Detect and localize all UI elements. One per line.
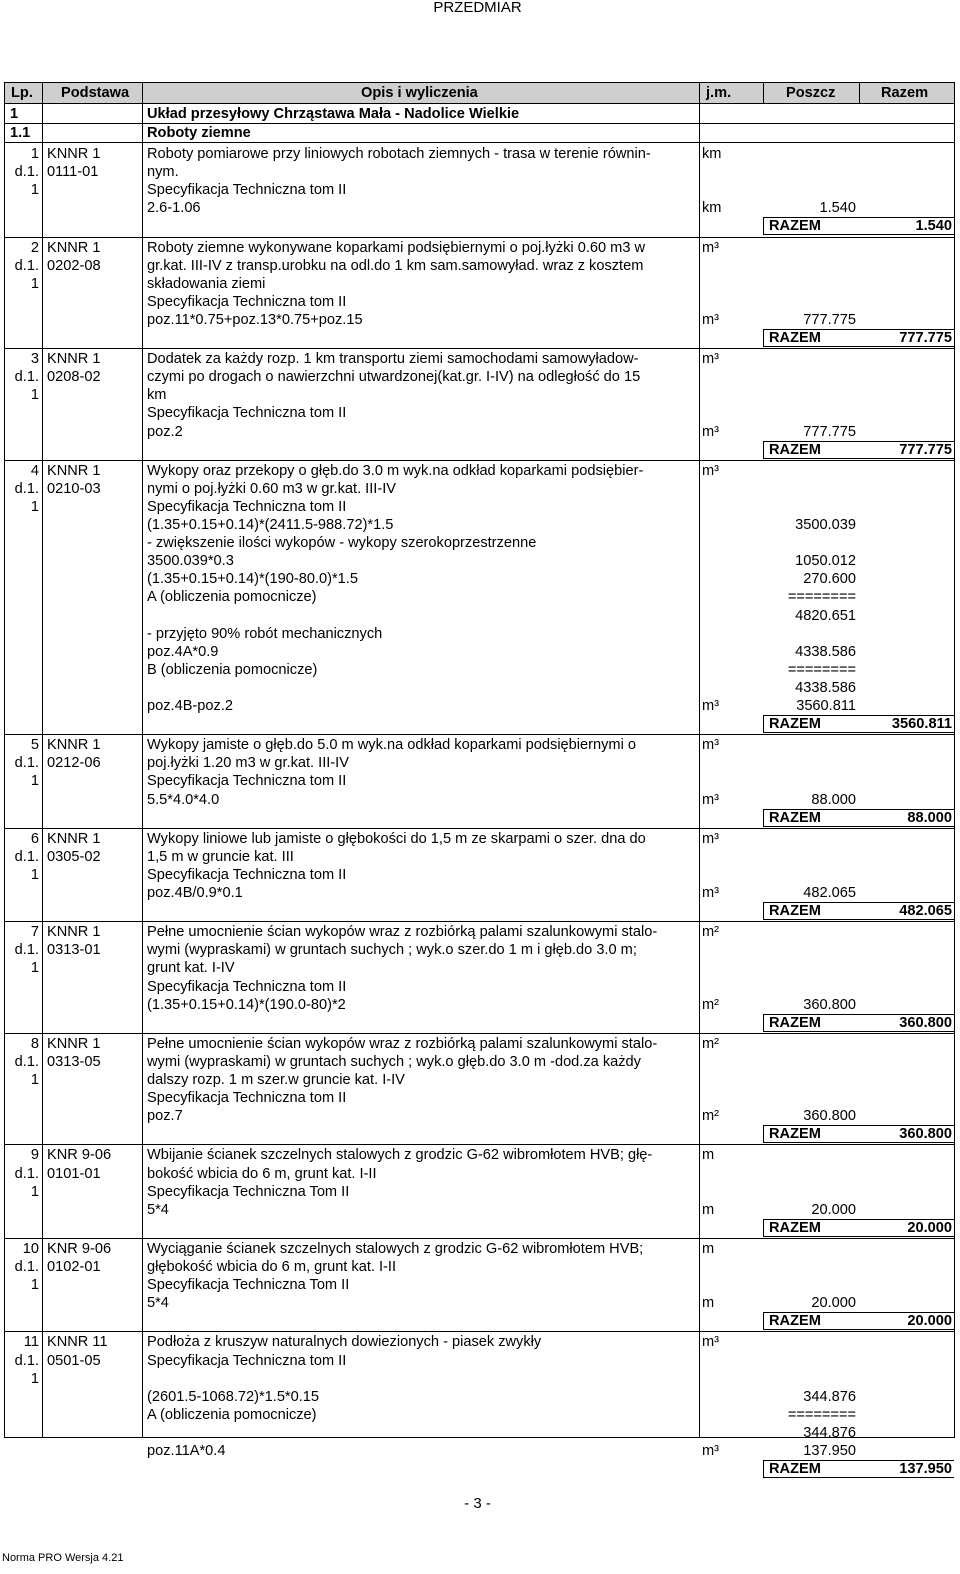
item-number: 1	[30, 773, 39, 790]
item-description-line: B (obliczenia pomocnicze)	[147, 661, 318, 678]
column-divider	[142, 83, 143, 1437]
item-description-line: 1,5 m w gruncie kat. III	[147, 848, 294, 865]
line-quantity: 1050.012	[795, 553, 856, 570]
item-basis-code: KNNR 1	[47, 830, 101, 847]
item-description-line: Wbijanie ścianek szczelnych stalowych z grodzic G-62 wibromłotem HVB; głę-	[147, 1147, 653, 1164]
section-number: 1	[10, 106, 19, 122]
razem-label: RAZEM	[769, 903, 821, 920]
razem-label: RAZEM	[769, 441, 821, 458]
header-razem: Razem	[881, 85, 929, 101]
item-description-line: km	[147, 387, 167, 404]
page-title: PRZEDMIAR	[433, 0, 522, 16]
item-description-line: nymi o poj.łyżki 0.60 m3 w gr.kat. III-IV	[147, 480, 396, 497]
item-number: 11	[23, 1334, 39, 1351]
item-description-line: 5.5*4.0*4.0	[147, 791, 220, 808]
line-quantity: 88.000	[811, 791, 856, 808]
item-number: 1	[30, 498, 39, 515]
line-quantity: ========	[787, 589, 856, 606]
line-quantity: 1.540	[819, 200, 856, 217]
item-unit: m²	[702, 1035, 720, 1052]
item-description-line: poz.11A*0.4	[147, 1443, 226, 1459]
line-quantity: 360.800	[803, 996, 856, 1013]
item-basis-code: 0313-05	[47, 1053, 101, 1070]
line-unit: m²	[702, 1108, 720, 1125]
line-quantity: 270.600	[803, 571, 856, 588]
item-description-line: (2601.5-1068.72)*1.5*0.15	[147, 1388, 320, 1405]
item-number: d.1.	[14, 755, 39, 772]
item-description-line: 5*4	[147, 1201, 169, 1218]
item-number: d.1.	[14, 369, 39, 386]
item-basis-code: KNNR 1	[47, 924, 101, 941]
line-unit: m³	[702, 885, 720, 901]
item-number: 1	[30, 275, 39, 292]
item-description-line: wymi (wypraskami) w gruntach suchych ; wyk.o szer.do 1 m i głęb.do 3.0 m;	[147, 942, 637, 959]
item-basis-code: 0305-02	[47, 848, 101, 865]
item-description-line: czymi po drogach o nawierzchni utwardzonej(kat.gr. I-IV) na odległość do 15	[147, 369, 641, 386]
item-unit: m	[702, 1147, 715, 1164]
item-basis-code: 0501-05	[47, 1352, 101, 1369]
item-description-line: grunt kat. I-IV	[147, 960, 235, 977]
row-separator	[5, 460, 954, 461]
column-divider	[763, 83, 764, 103]
razem-total: 777.775	[899, 441, 952, 458]
item-number: 7	[30, 924, 39, 941]
razem-label: RAZEM	[769, 218, 821, 235]
row-separator	[5, 1144, 954, 1145]
razem-total: 137.950	[899, 1461, 952, 1478]
item-basis-code: KNR 9-06	[47, 1240, 112, 1257]
item-description-line: gr.kat. III-IV z transp.urobku na odl.do 1 km sam.samowyład. wraz z kosztem	[147, 257, 644, 274]
item-description-line: poz.4B-poz.2	[147, 698, 233, 714]
item-basis-code: 0208-02	[47, 369, 101, 386]
item-description-line: poj.łyżki 1.20 m3 w gr.kat. III-IV	[147, 755, 349, 772]
item-description-line: Roboty ziemne wykonywane koparkami podsiębiernymi o poj.łyżki 0.60 m3 w	[147, 239, 646, 256]
item-number: d.1.	[14, 164, 39, 181]
item-number: 1	[30, 866, 39, 883]
razem-label: RAZEM	[769, 716, 821, 733]
item-description-line: A (obliczenia pomocnicze)	[147, 589, 317, 606]
line-quantity: 3560.811	[796, 698, 856, 714]
line-quantity: 344.876	[803, 1388, 856, 1405]
item-description-line: Specyfikacja Techniczna tom II	[147, 182, 347, 199]
item-description-line: 3500.039*0.3	[147, 553, 234, 570]
item-description-line: Podłoża z kruszyw naturalnych dowiezionych - piasek zwykły	[147, 1334, 542, 1351]
item-unit: m³	[702, 830, 720, 847]
item-basis-code: 0111-01	[47, 164, 99, 181]
item-description-line: poz.4A*0.9	[147, 643, 219, 660]
line-quantity: 20.000	[811, 1295, 856, 1312]
line-unit: m³	[702, 698, 720, 714]
item-number: 1	[30, 1183, 39, 1200]
row-separator	[5, 1238, 954, 1239]
line-unit: m³	[702, 311, 720, 328]
item-number: d.1.	[14, 257, 39, 274]
page-number: - 3 -	[464, 1495, 491, 1512]
header-podstawa: Podstawa	[61, 85, 130, 101]
row-separator	[5, 921, 954, 922]
item-number: 9	[30, 1147, 39, 1164]
item-description-line: Specyfikacja Techniczna tom II	[147, 978, 347, 995]
item-description-line: wymi (wypraskami) w gruntach suchych ; wyk.o głęb.do 3.0 m -dod.za każdy	[147, 1053, 641, 1070]
line-unit: m³	[702, 791, 720, 808]
item-description-line: (1.35+0.15+0.14)*(190-80.0)*1.5	[147, 571, 358, 588]
item-basis-code: 0210-03	[47, 480, 101, 497]
item-basis-code: KNNR 1	[47, 351, 101, 368]
razem-total: 20.000	[907, 1313, 952, 1330]
item-description-line: Wykopy jamiste o głęb.do 5.0 m wyk.na odkład koparkami podsiębiernymi o	[147, 737, 636, 754]
row-separator	[5, 1331, 954, 1332]
item-number: 1	[30, 1277, 39, 1294]
razem-total: 88.000	[907, 809, 952, 826]
item-number: d.1.	[14, 1352, 39, 1369]
item-basis-code: KNNR 1	[47, 239, 101, 256]
column-divider	[42, 83, 43, 1437]
header-lp: Lp.	[11, 85, 33, 101]
item-description-line: Pełne umocnienie ścian wykopów wraz z rozbiórką palami szalunkowymi stalo-	[147, 1035, 658, 1052]
item-description-line: dalszy rozp. 1 m szer.w gruncie kat. I-IV	[147, 1072, 405, 1088]
razem-total: 3560.811	[891, 716, 952, 733]
item-number: 5	[30, 737, 39, 754]
line-quantity: 20.000	[811, 1201, 856, 1218]
line-quantity: 4820.651	[795, 607, 856, 624]
line-quantity: ========	[787, 661, 856, 678]
item-description-line: Dodatek za każdy rozp. 1 km transportu ziemi samochodami samowyładow-	[147, 351, 639, 368]
item-description-line: A (obliczenia pomocnicze)	[147, 1406, 317, 1423]
subsection-number: 1.1	[10, 125, 31, 141]
item-number: 1	[30, 1370, 39, 1387]
item-number: 1	[30, 960, 39, 977]
line-quantity: ========	[787, 1406, 856, 1423]
razem-label: RAZEM	[769, 1313, 821, 1330]
item-description-line: Roboty pomiarowe przy liniowych robotach ziemnych - trasa w terenie równin-	[147, 146, 651, 162]
item-number: 4	[30, 462, 39, 479]
line-quantity: 777.775	[803, 311, 856, 328]
line-unit: m	[702, 1201, 715, 1218]
razem-label: RAZEM	[769, 330, 821, 346]
item-description-line: - przyjęto 90% robót mechanicznych	[147, 625, 383, 642]
item-description-line: (1.35+0.15+0.14)*(2411.5-988.72)*1.5	[147, 517, 394, 533]
row-separator	[5, 142, 954, 143]
item-description-line: 2.6-1.06	[147, 200, 201, 217]
line-quantity: 3500.039	[795, 517, 856, 533]
line-quantity: 344.876	[803, 1424, 856, 1441]
item-basis-code: 0102-01	[47, 1259, 101, 1275]
line-quantity: 777.775	[803, 423, 856, 440]
razem-label: RAZEM	[769, 1461, 821, 1478]
line-unit: m³	[702, 1443, 720, 1459]
razem-label: RAZEM	[769, 1014, 821, 1031]
item-unit: m³	[702, 239, 720, 256]
item-basis-code: 0202-08	[47, 257, 101, 274]
item-basis-code: KNNR 1	[47, 462, 101, 479]
row-separator	[5, 1033, 954, 1034]
razem-total: 777.775	[899, 330, 952, 346]
item-description-line: Wykopy oraz przekopy o głęb.do 3.0 m wyk.na odkład koparkami podsiębier-	[147, 462, 644, 479]
line-quantity: 360.800	[803, 1108, 856, 1125]
item-description-line: Wykopy liniowe lub jamiste o głębokości do 1,5 m ze skarpami o szer. dna do	[147, 830, 646, 847]
item-unit: m²	[702, 924, 720, 941]
header-jm: j.m.	[706, 85, 732, 101]
header-poszcz: Poszcz	[786, 85, 836, 101]
line-quantity: 4338.586	[795, 643, 856, 660]
item-description-line: Wyciąganie ścianek szczelnych stalowych z grodzic G-62 wibromłotem HVB;	[147, 1240, 644, 1257]
item-description-line: Specyfikacja Techniczna tom II	[147, 498, 347, 515]
item-basis-code: 0313-01	[47, 942, 101, 959]
razem-total: 360.800	[899, 1014, 952, 1031]
item-unit: km	[702, 146, 722, 162]
item-basis-code: KNNR 11	[47, 1334, 108, 1351]
line-unit: m	[702, 1295, 715, 1312]
item-description-line: składowania ziemi	[147, 275, 266, 292]
item-description-line: poz.7	[147, 1108, 183, 1125]
row-separator	[5, 237, 954, 238]
item-description-line: Specyfikacja Techniczna tom II	[147, 293, 347, 310]
razem-total: 482.065	[899, 903, 952, 920]
header-opis: Opis i wyliczenia	[361, 85, 478, 101]
item-description-line: poz.2	[147, 423, 183, 440]
cost-estimate-table	[4, 82, 955, 1478]
item-description-line: głębokość wbicia do 6 m, grunt kat. I-II	[147, 1259, 397, 1275]
item-number: 10	[22, 1240, 39, 1257]
item-number: 1	[30, 1072, 39, 1088]
line-quantity: 4338.586	[795, 679, 856, 696]
item-description-line: Specyfikacja Techniczna Tom II	[147, 1183, 350, 1200]
razem-total: 1.540	[915, 218, 952, 235]
item-description-line: Specyfikacja Techniczna tom II	[147, 405, 347, 422]
section-title: Układ przesyłowy Chrząstawa Mała - Nadolice Wielkie	[147, 106, 520, 122]
line-unit: km	[702, 200, 722, 217]
razem-total: 360.800	[899, 1126, 952, 1143]
razem-label: RAZEM	[769, 1126, 821, 1143]
item-basis-code: KNNR 1	[47, 1035, 101, 1052]
item-description-line: Specyfikacja Techniczna tom II	[147, 1352, 347, 1369]
row-separator	[5, 828, 954, 829]
item-unit: m³	[702, 1334, 720, 1351]
item-number: 1	[30, 182, 39, 199]
razem-total: 20.000	[907, 1219, 952, 1236]
column-divider	[699, 83, 700, 1437]
item-unit: m³	[702, 351, 720, 368]
item-description-line: Specyfikacja Techniczna tom II	[147, 1090, 347, 1107]
item-description-line: Specyfikacja Techniczna Tom II	[147, 1277, 350, 1294]
item-number: d.1.	[14, 848, 39, 865]
razem-label: RAZEM	[769, 809, 821, 826]
item-number: d.1.	[14, 1165, 39, 1182]
row-separator	[5, 734, 954, 735]
item-unit: m	[702, 1240, 715, 1257]
item-description-line: Specyfikacja Techniczna tom II	[147, 866, 347, 883]
item-description-line: (1.35+0.15+0.14)*(190.0-80)*2	[147, 996, 346, 1013]
item-unit: m³	[702, 462, 720, 479]
item-number: 8	[30, 1035, 39, 1052]
item-number: d.1.	[14, 942, 39, 959]
item-description-line: poz.11*0.75+poz.13*0.75+poz.15	[147, 311, 363, 328]
item-number: 3	[30, 351, 39, 368]
item-basis-code: KNNR 1	[47, 737, 101, 754]
line-quantity: 137.950	[803, 1443, 856, 1459]
item-description-line: Specyfikacja Techniczna tom II	[147, 773, 347, 790]
item-number: 1	[30, 146, 39, 162]
item-basis-code: KNNR 1	[47, 146, 101, 162]
item-description-line: Pełne umocnienie ścian wykopów wraz z rozbiórką palami szalunkowymi stalo-	[147, 924, 658, 941]
item-basis-code: KNR 9-06	[47, 1147, 112, 1164]
item-description-line: poz.4B/0.9*0.1	[147, 885, 243, 901]
item-number: d.1.	[14, 1259, 39, 1275]
footer-software-version: Norma PRO Wersja 4.21	[2, 1552, 124, 1564]
item-description-line: - zwiększenie ilości wykopów - wykopy szerokoprzestrzenne	[147, 535, 537, 552]
line-unit: m²	[702, 996, 720, 1013]
item-number: 6	[30, 830, 39, 847]
item-number: d.1.	[14, 480, 39, 497]
line-quantity: 482.065	[803, 885, 856, 901]
razem-label: RAZEM	[769, 1219, 821, 1236]
item-number: 2	[30, 239, 39, 256]
item-basis-code: 0101-01	[47, 1165, 101, 1182]
item-description-line: bokość wbicia do 6 m, grunt kat. I-II	[147, 1165, 377, 1182]
item-description-line: nym.	[147, 164, 179, 181]
item-unit: m³	[702, 737, 720, 754]
item-number: 1	[30, 387, 39, 404]
column-divider	[859, 83, 860, 103]
item-basis-code: 0212-06	[47, 755, 101, 772]
item-description-line: 5*4	[147, 1295, 169, 1312]
line-unit: m³	[702, 423, 720, 440]
table-header	[5, 83, 954, 104]
row-separator	[5, 348, 954, 349]
subsection-title: Roboty ziemne	[147, 125, 251, 141]
item-number: d.1.	[14, 1053, 39, 1070]
